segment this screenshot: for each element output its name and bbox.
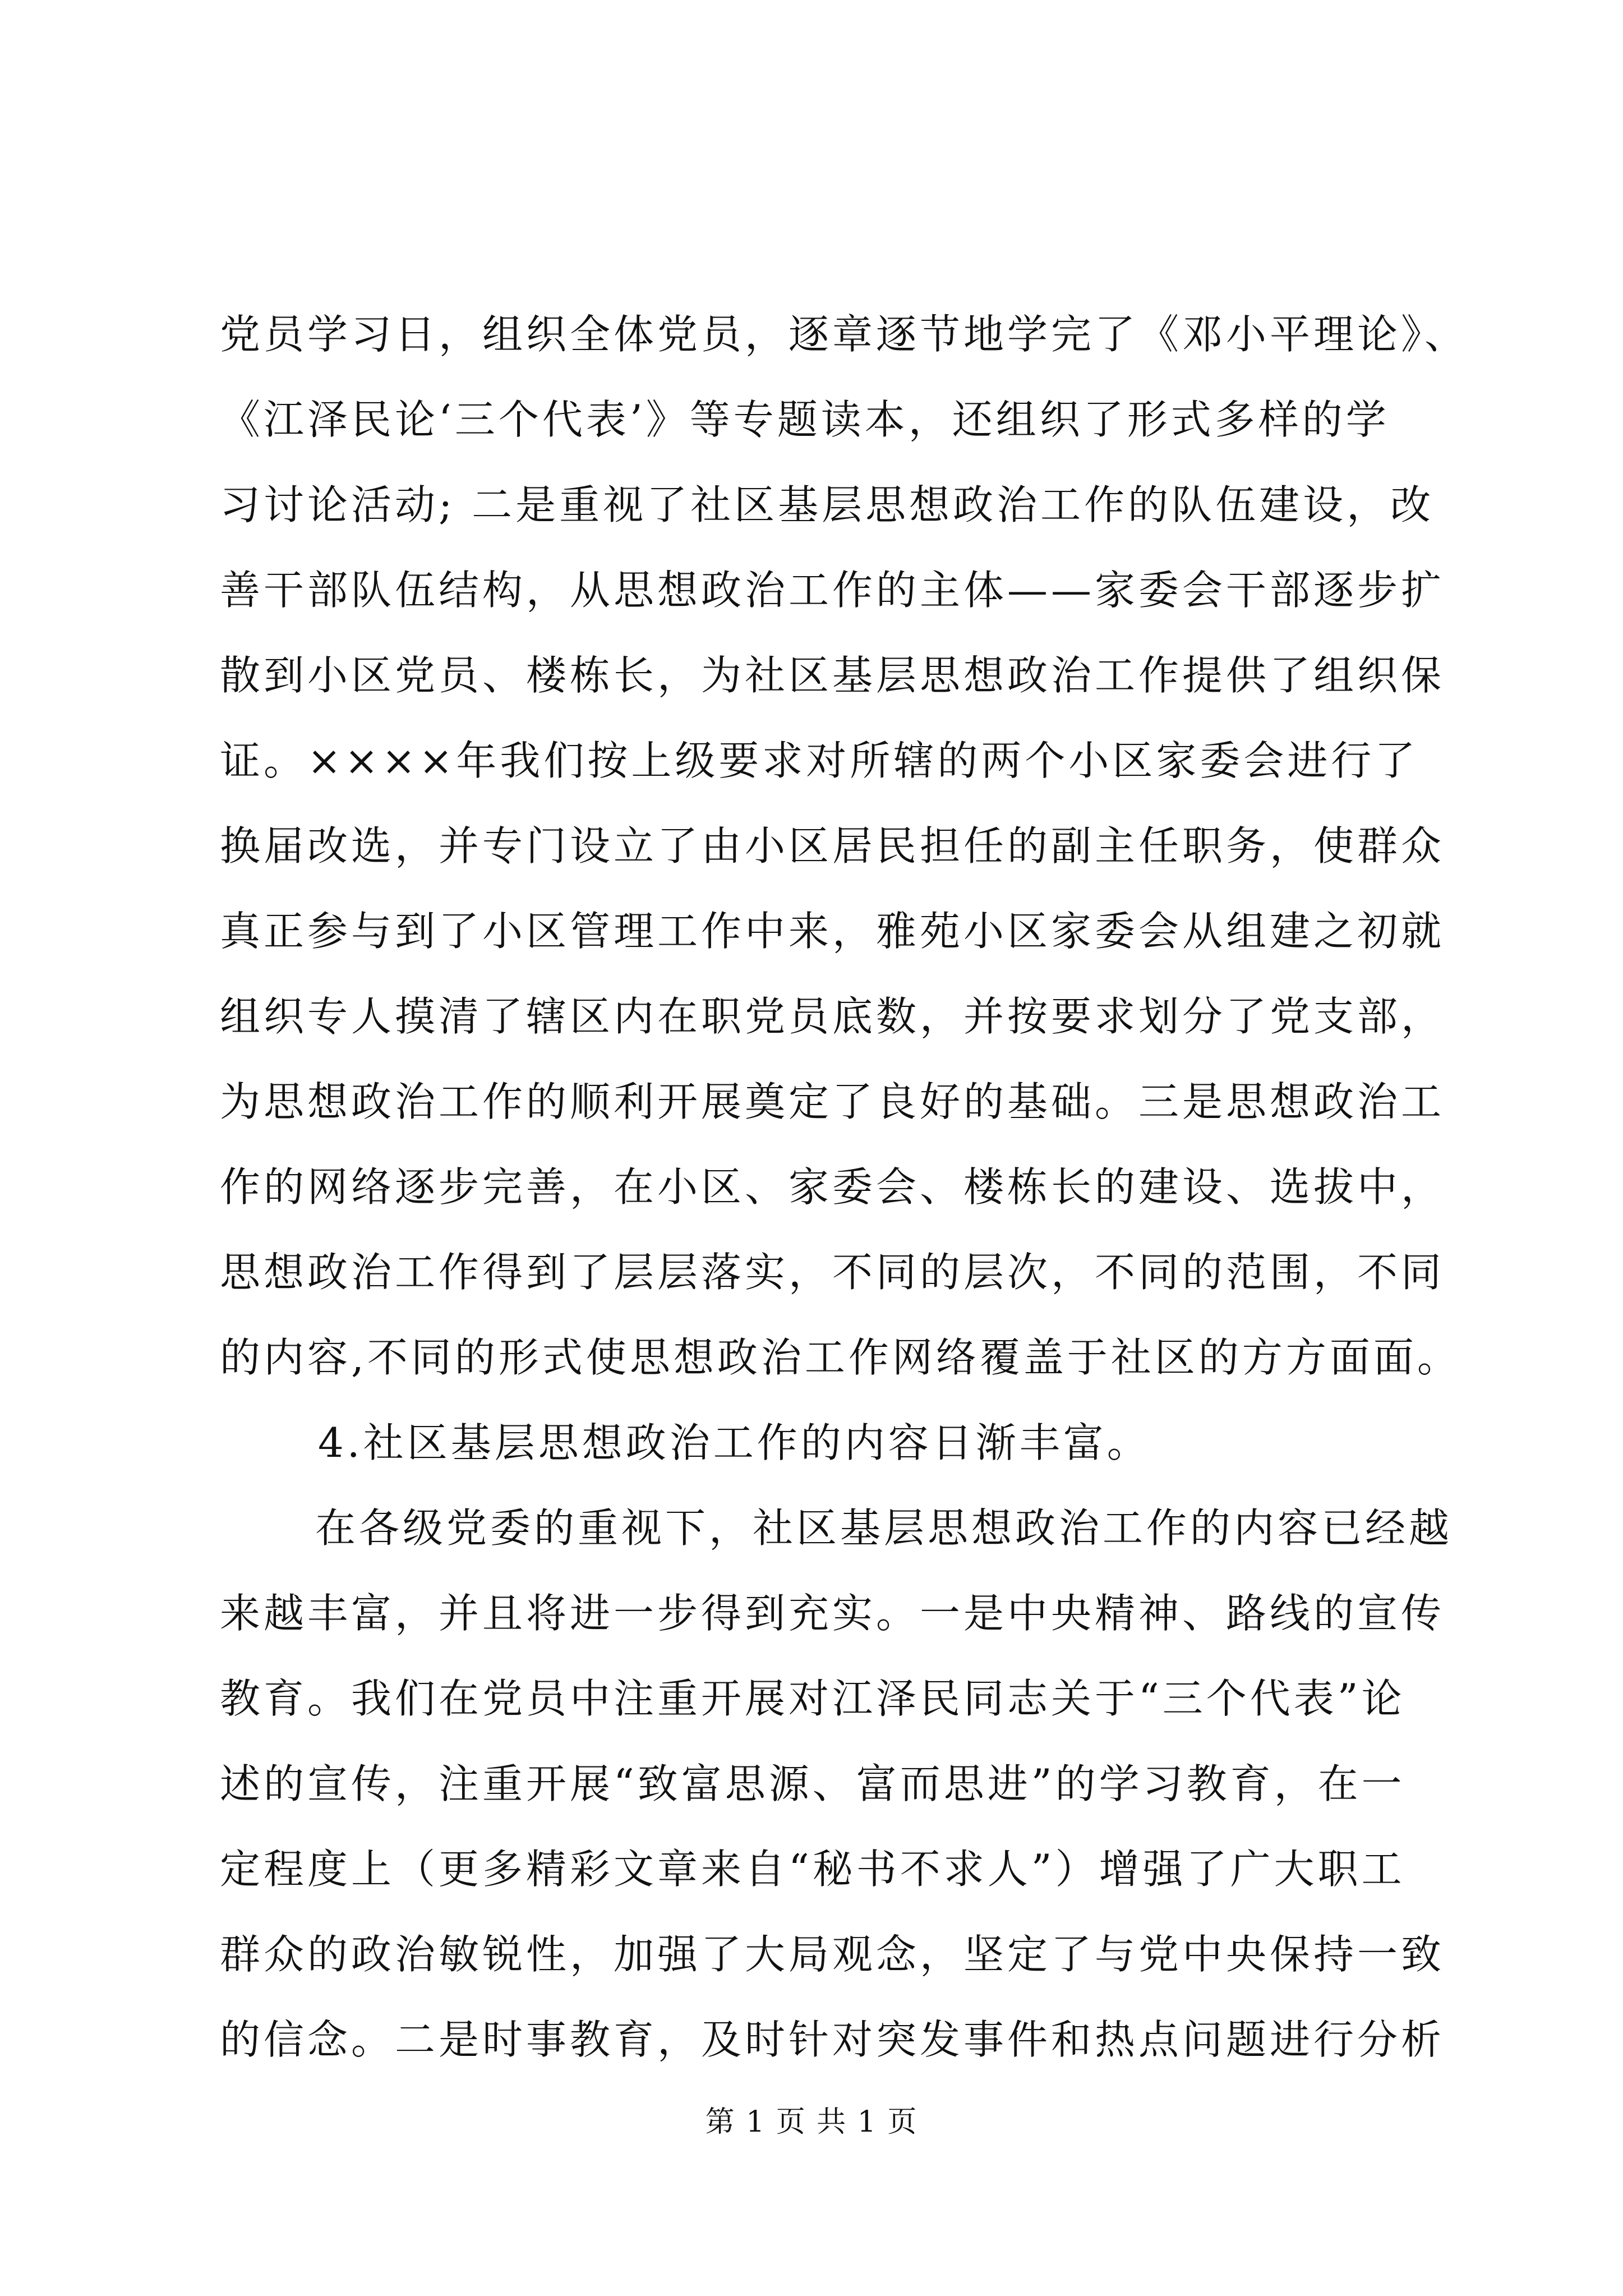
text-line-3: 习讨论活动; 二是重视了社区基层思想政治工作的队伍建设，改 [220, 481, 1435, 528]
text-line-19: 定程度上（更多精彩文章来自“秘书不求人”）增强了广大职工 [220, 1846, 1405, 1893]
text-line-17: 教育。我们在党员中注重开展对江泽民同志关于“三个代表”论 [220, 1675, 1405, 1722]
text-line-4: 善干部队伍结构，从思想政治工作的主体——家委会干部逐步扩 [220, 567, 1445, 614]
text-line-10: 为思想政治工作的顺利开展奠定了良好的基础。三是思想政治工 [220, 1078, 1445, 1125]
text-line-1: 党员学习日，组织全体党员，逐章逐节地学完了《邓小平理论》、 [220, 311, 1469, 358]
text-line-16: 来越丰富，并且将进一步得到充实。一是中央精神、路线的宣传 [220, 1590, 1445, 1637]
text-line-13: 的内容,不同的形式使思想政治工作网络覆盖于社区的方方面面。 [220, 1334, 1461, 1381]
text-line-15: 在各级党委的重视下，社区基层思想政治工作的内容已经越 [315, 1504, 1453, 1552]
text-line-2: 《江泽民论‘三个代表’》等专题读本，还组织了形式多样的学 [220, 396, 1390, 443]
text-line-8: 真正参与到了小区管理工作中来，雅苑小区家委会从组建之初就 [220, 908, 1445, 955]
text-line-7: 换届改选，并专门设立了由小区居民担任的副主任职务，使群众 [220, 822, 1445, 869]
text-line-20: 群众的政治敏锐性，加强了大局观念，坚定了与党中央保持一致 [220, 1931, 1445, 1978]
text-line-9: 组织专人摸清了辖区内在职党员底数，并按要求划分了党支部， [220, 993, 1445, 1040]
page-number-footer: 第 1 页 共 1 页 [705, 2105, 918, 2139]
section-heading: 4.社区基层思想政治工作的内容日渐丰富。 [318, 1419, 1151, 1466]
text-line-12: 思想政治工作得到了层层落实，不同的层次，不同的范围，不同 [220, 1249, 1445, 1296]
text-line-21: 的信念。二是时事教育，及时针对突发事件和热点问题进行分析 [220, 2016, 1445, 2063]
text-line-6: 证。××××年我们按上级要求对所辖的两个小区家委会进行了 [220, 737, 1419, 784]
text-line-18: 述的宣传，注重开展“致富思源、富而思进”的学习教育，在一 [220, 1760, 1405, 1807]
text-line-11: 作的网络逐步完善，在小区、家委会、楼栋长的建设、选拔中， [220, 1163, 1445, 1211]
document-body [220, 292, 1469, 2082]
text-line-5: 散到小区党员、楼栋长，为社区基层思想政治工作提供了组织保 [220, 652, 1445, 699]
